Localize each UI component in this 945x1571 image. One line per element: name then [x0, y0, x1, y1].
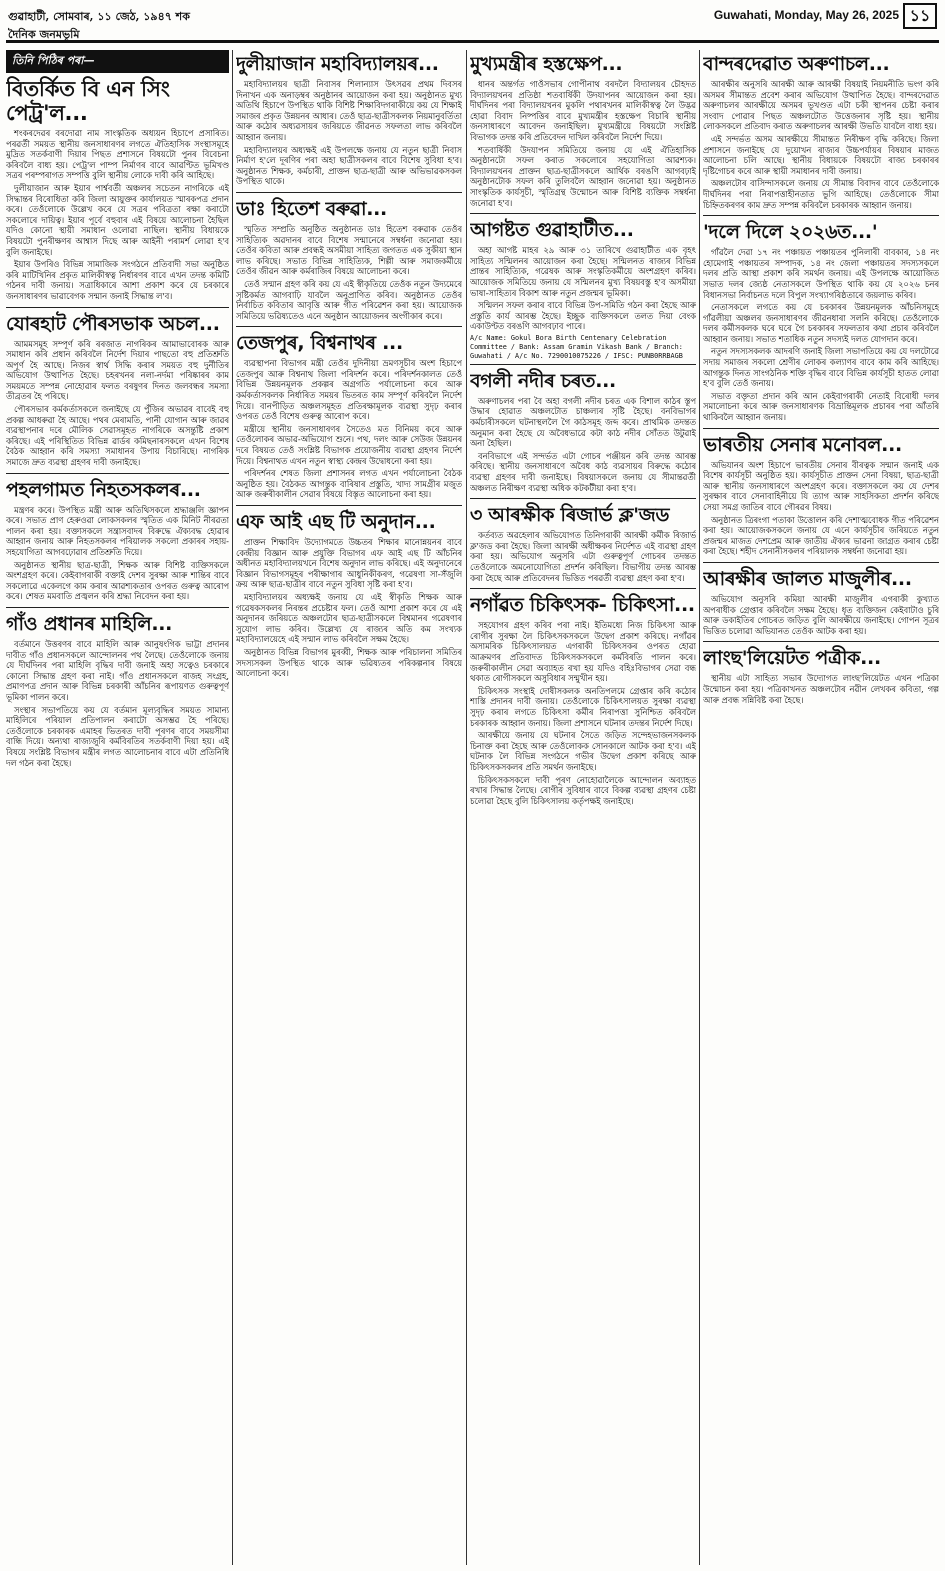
story-body	[470, 79, 696, 208]
story-body	[470, 396, 696, 493]
column-2	[236, 50, 462, 1565]
story-body	[470, 245, 696, 332]
headline: ভাৰতীয় সেনাৰ মনোবল...	[703, 433, 902, 456]
story-body	[703, 247, 939, 423]
paragraph: শংকৰদেৱৰ বৰদোৱা নাম সাংস্কৃতিক অধ্যয়ন হিচাপে প্ৰসাৰিত। পৰৱৰ্তী সময়ত স্থানীয় জনসাধাৰণৰ লগতে ঐতিহাসিক সংস্থাসমূহে মুদ্ৰিত সতৰ্কবাণী দিয়াৰ পিছত প্ৰশাসনে বিষয়টো পুনৰ বিবেচনা কৰিবলৈ বাধ্য হয়। পেট্ৰ'ল পাম্প নিৰ্মাণৰ বাবে আৱণ্টিত ভূমিখণ্ড সত্ৰৰ পৰম্পৰাগত সম্পত্তি বুলি স্থানীয় লোকে দাবী কৰি আহিছে।	[6, 128, 229, 181]
masthead	[0, 0, 945, 48]
story-cm-intervention	[470, 52, 696, 214]
story-indian-army-morale	[703, 433, 939, 563]
paragraph: আৰক্ষীয়ে জনায় যে ঘটনাৰ সৈতে জড়িত সন্দেহভাজনসকলক চিনাক্ত কৰা হৈছে আৰু তেওঁলোকক সোনকালে আটক কৰা হ'ব। এই ঘটনাক লৈ বিভিন্ন সংগঠনে গভীৰ উদ্বেগ প্ৰকাশ কৰিছে আৰু চিকিৎসকসকলৰ প্ৰতি সমৰ্থন জনাইছে।	[470, 730, 696, 772]
paragraph: অভিযোগ অনুসৰি কমিয়া আৰক্ষী মাজুলীৰ এগৰাকী কুখ্যাত অপৰাধীক গ্ৰেপ্তাৰ কৰিবলৈ সক্ষম হৈছে। ধৃত ব্যক্তিজন কেইবাটাও চুৰি আৰু ডকাইতিৰ গোচৰত জড়িত বুলি আৰক্ষীয়ে জনাইছে। গোপন সূত্ৰৰ ভিত্তিত চলোৱা অভিযানত তেওঁক আটক কৰা হয়।	[703, 593, 939, 636]
dateline-english: Guwahati, Monday, May 26, 2025	[713, 8, 899, 22]
story-fist-grant	[236, 510, 462, 684]
paragraph: স্মৃতিত সম্প্ৰতি অনুষ্ঠিত অনুষ্ঠানত ডাঃ হিতেশ বৰুৱাক তেওঁৰ সাহিত্যিক অৱদানৰ বাবে বিশেষ সন্মানেৰে সম্বৰ্ধনা জনোৱা হয়। তেওঁৰ কবিতা আৰু প্ৰবন্ধই অসমীয়া সাহিত্য জগতত এক সুকীয়া স্থান লাভ কৰিছে। সভাত বিভিন্ন সাহিত্যিক, শিল্পী আৰু সমাজকৰ্মীয়ে তেওঁৰ জীৱন আৰু কৰ্মৰাজিৰ বিষয়ে আলোচনা কৰে।	[236, 223, 462, 277]
paragraph: স্থানীয় এটা সাহিত্য সভাৰ উদ্যোগত লাংছ'লিয়েটত এখন পত্ৰিকা উন্মোচন কৰা হয়। পত্ৰিকাখনত অঞ্চলটোৰ নৱীন লেখকৰ কবিতা, গল্প আৰু প্ৰবন্ধ সন্নিবিষ্ট কৰা হৈছে।	[703, 673, 939, 705]
masthead-rule	[6, 40, 939, 43]
story-body	[6, 128, 229, 302]
paragraph: ব্যৱস্থাপনা বিভাগৰ মন্ত্ৰী তেওঁৰ দুদিনীয়া ভ্ৰমণসূচীৰ অংশ হিচাপে তেজপুৰ আৰু বিশ্বনাথ জিলা পৰিদৰ্শন কৰে। পৰিদৰ্শনকালত তেওঁ বিভিন্ন উন্নয়নমূলক প্ৰকল্পৰ অগ্ৰগতি পৰ্যালোচনা কৰে আৰু কৰ্মকৰ্তাসকলক নিৰ্ধাৰিত সময়ৰ ভিতৰত কাম সম্পূৰ্ণ কৰিবলৈ নিৰ্দেশ দিয়ে। বানপীড়িত অঞ্চলসমূহত প্ৰতিৰক্ষামূলক ব্যৱস্থা সুদৃঢ় কৰাৰ ওপৰত তেওঁ বিশেষ গুৰুত্ব আৰোপ কৰে।	[236, 358, 462, 422]
story-dr-hitesh-barua	[236, 197, 462, 327]
column-divider	[699, 50, 700, 1565]
newspaper-name: দৈনিক জনমভূমি	[8, 28, 80, 41]
paragraph: শতবাৰ্ষিকী উদযাপন সমিতিয়ে জনায় যে এই ঐতিহাসিক অনুষ্ঠানটো সফল কৰাত সকলোৰে সহযোগিতা আৱশ্যক। বিদ্যালয়খনৰ প্ৰাক্তন ছাত্ৰ-ছাত্ৰীসকলে আৰ্থিক বৰঙণি আগবঢ়াই অনুষ্ঠানটোক সফল কৰি তুলিবলৈ আহ্বান জনোৱা হয়। অনুষ্ঠানত সাংস্কৃতিক কাৰ্যসূচী, স্মৃতিগ্ৰন্থ উন্মোচন আৰু বিশিষ্ট ব্যক্তিক সম্বৰ্ধনা জনোৱা হ'ব।	[470, 144, 696, 208]
paragraph: বৰ্তমানে উত্তৰণৰ বাবে মাহিলি আৰু আনুষংগিক ভাট্টা প্ৰদানৰ দাবীত গাঁও প্ৰধানসকলে আন্দোলনৰ পথ লৈছে। তেওঁলোকে জনায় যে দীৰ্ঘদিনৰ পৰা মাহিলি বৃদ্ধিৰ দাবী জনাই অহা সত্বেও চৰকাৰে কোনো সিদ্ধান্ত গ্ৰহণ কৰা নাই। গাঁও প্ৰধানসকলে ৰাজহ সংগ্ৰহ, প্ৰমাণপত্ৰ প্ৰদান আৰু বিভিন্ন চৰকাৰী আঁচনিৰ ৰূপায়ণত গুৰুত্বপূৰ্ণ ভূমিকা পালন কৰে।	[6, 638, 229, 702]
headline: মুখ্যমন্ত্ৰীৰ হস্তক্ষেপ...	[470, 53, 623, 75]
paragraph: সন্মিলন সফল কৰাৰ বাবে বিভিন্ন উপ-সমিতি গঠন কৰা হৈছে আৰু প্ৰস্তুতি কাৰ্য আৰম্ভ হৈছে। ইচ্ছুক ব্যক্তিসকলে তলত দিয়া বেংক একাউণ্টত বৰঙণি আগবঢ়াব পাৰে।	[470, 300, 696, 332]
headline: ৩ আৰক্ষীক ৰিজাৰ্ভ ক্ল'জড	[470, 504, 670, 527]
paragraph: চিকিৎসক সংস্থাই দোষীসকলক অনতিপলমে গ্ৰেপ্তাৰ কৰি কঠোৰ শাস্তি প্ৰদানৰ দাবী জনায়। তেওঁলোকে চিকিৎসালয়ত সুৰক্ষা ব্যৱস্থা সুদৃঢ় কৰাৰ লগতে চিকিৎসা কৰ্মীৰ নিৰাপত্তা সুনিশ্চিত কৰিবলৈ চৰকাৰক আহ্বান জনায়। জিলা প্ৰশাসনে ঘটনাৰ তদন্তৰ নিৰ্দেশ দিছে।	[470, 685, 696, 728]
paragraph: ধানৰ অন্তৰ্গত গাওঁসভাৰ গোপীনাথ বৰদলৈ বিদ্যালয়ৰ চৌহদত বিদ্যালয়খনৰ প্ৰতিষ্ঠা শতবাৰ্ষিকী উদযাপনৰ আয়োজন কৰা হয়। দীৰ্ঘদিনৰ পৰা বিদ্যালয়খনৰ মুকলি পথাৰখনৰ মালিকীস্বত্ব লৈ উদ্ভৱ হোৱা বিবাদ নিষ্পত্তিৰ বাবে মুখ্যমন্ত্ৰীৰ হস্তক্ষেপ বিচাৰি স্থানীয় জনসাধাৰণে আবেদন জনাইছিল। মুখ্যমন্ত্ৰীয়ে বিষয়টো সংশ্লিষ্ট বিভাগক তদন্ত কৰি প্ৰতিবেদন দাখিল কৰিবলৈ নিৰ্দেশ দিয়ে।	[470, 79, 696, 142]
headline: যোৰহাট পৌৰসভাক অচল...	[6, 312, 220, 335]
paragraph: গাঁৱলৈ দেৱা ১৭ নং পঞ্চায়ত পঞ্চায়তৰ পুনিলাৰী বাবকাৰ, ১৪ নং হোমেগাই পঞ্চায়তৰ সম্পাদক, ১৪ নং জেলা পঞ্চায়তৰ সদস্যসকলে দলৰ প্ৰতি আস্থা প্ৰকাশ কৰি সমৰ্থন জনায়। এই উপলক্ষে আয়োজিত সভাত দলৰ জ্যেষ্ঠ নেতাসকলে উপস্থিত থাকি কয় যে ২০২৬ চনৰ বিধানসভা নিৰ্বাচনত দলে বিপুল সংখ্যাগৰিষ্ঠতাৰে জয়লাভ কৰিব।	[703, 247, 939, 300]
paragraph: এই সন্দৰ্ভত অসম আৰক্ষীয়ে সীমান্তত নিৰীক্ষণ বৃদ্ধি কৰিছে। জিলা প্ৰশাসনে জনাইছে যে দুয়োখন ৰাজ্যৰ উচ্চপৰ্যায়ৰ বিষয়াৰ মাজত আলোচনা চলি আছে। স্থানীয় বিধায়কে বিষয়টো ৰাজ্য চৰকাৰৰ দৃষ্টিগোচৰ কৰে আৰু স্থায়ী সমাধানৰ দাবী জনায়।	[703, 133, 939, 176]
paragraph: তেওঁ সন্মান গ্ৰহণ কৰি কয় যে এই স্বীকৃতিয়ে তেওঁক নতুন উদ্যমেৰে সৃষ্টিকৰ্মত আগবাঢ়ি যাবলৈ অনুপ্ৰাণিত কৰিব। অনুষ্ঠানত তেওঁৰ নিৰ্বাচিত কবিতাৰ আবৃত্তি আৰু গীত পৰিৱেশন কৰা হয়। আয়োজক সমিতিয়ে ভৱিষ্যতেও এনে অনুষ্ঠান আয়োজনৰ অংগীকাৰ কৰে।	[236, 278, 462, 321]
story-duliajan-college	[236, 52, 462, 193]
story-gaon-pradhan	[6, 612, 229, 773]
story-body	[236, 537, 462, 679]
bank-account-note: A/c Name: Gokul Bora Birth Centenary Celebration Committee / Bank: Assam Gramin Vikash Bank / Branch: Guwahati / A/c No. 7290010075226 / IFSC: PUNB0RRBAGB	[470, 333, 683, 360]
column-divider	[466, 50, 467, 1565]
story-august-guwahati	[470, 218, 696, 365]
headline: গাঁও প্ৰধানৰ মাহিলি...	[6, 612, 173, 635]
paragraph: অৰুণাচলৰ পৰা বৈ অহা বগলী নদীৰ চৰত এক বিশাল কাঠৰ স্তূপ উদ্ধাৰ হোৱাত অঞ্চলটোত চাঞ্চল্যৰ সৃষ্টি হৈছে। বনবিভাগৰ কৰ্মচাৰীসকলে ঘটনাস্থললৈ গৈ কাঠসমূহ জব্দ কৰে। প্ৰাথমিক তদন্তত অনুমান কৰা হৈছে যে অবৈধভাৱে কটা কাঠ নদীৰ সোঁতত উটুৱাই অনা হৈছিল।	[470, 395, 696, 449]
story-jorhat-municipality	[6, 312, 229, 474]
column-4	[703, 50, 939, 1565]
headline: আগষ্টত গুৱাহাটীত...	[470, 219, 634, 242]
paragraph: কৰ্তব্যত অৱহেলাৰ অভিযোগত তিনিগৰাকী আৰক্ষী কৰ্মীক ৰিজাৰ্ভ ক্ল'জড কৰা হৈছে। জিলা আৰক্ষী অধীক্ষকৰ নিৰ্দেশত এই ব্যৱস্থা গ্ৰহণ কৰা হয়। অভিযোগ অনুসৰি এটা গুৰুত্বপূৰ্ণ গোচৰৰ তদন্তত তেওঁলোকে অমনোযোগিতা প্ৰদৰ্শন কৰিছিল। বিভাগীয় তদন্ত আৰম্ভ কৰা হৈছে আৰু প্ৰতিবেদনৰ ভিত্তিত পৰৱৰ্তী ব্যৱস্থা গ্ৰহণ কৰা হ'ব।	[470, 530, 696, 583]
story-nagaon-doctors	[470, 593, 696, 811]
headline: বগলী নদীৰ চৰত...	[470, 369, 616, 392]
headline: ডাঃ হিতেশ বৰুৱা...	[236, 197, 387, 220]
paragraph: মহাবিদ্যালয়ৰ ছাত্ৰী নিবাসৰ শিলান্যাস উৎসৱৰ প্ৰথম দিবসৰ দিনাখন এক অনাড়ম্বৰ অনুষ্ঠানৰ আয়োজন কৰা হয়। অনুষ্ঠানত মুখ্য অতিথি হিচাপে উপস্থিত থাকি বিশিষ্ট শিক্ষাবিদগৰাকীয়ে কয় যে শিক্ষাই সমাজৰ প্ৰকৃত উন্নয়নৰ আধাৰ। তেওঁ ছাত্ৰ-ছাত্ৰীসকলক নিয়মানুবৰ্তিতা আৰু কঠোৰ অধ্যৱসায়ৰ জৰিয়তে জীৱনত সফলতা লাভ কৰিবলৈ আহ্বান জনায়।	[236, 79, 462, 142]
story-body	[236, 224, 462, 321]
story-body	[6, 505, 229, 602]
story-body	[703, 460, 939, 557]
headline: লাংছ'লিয়েটত পত্ৰীক...	[703, 647, 881, 670]
paragraph: অহা আগষ্ট মাহৰ ২৯ আৰু ৩১ তাৰিখে গুৱাহাটীত এক বৃহৎ সাহিত্য সন্মিলনৰ আয়োজন কৰা হৈছে। সন্মিলনত ৰাজ্যৰ বিভিন্ন প্ৰান্তৰ সাহিত্যিক, গৱেষক আৰু সংস্কৃতিকৰ্মীয়ে অংশগ্ৰহণ কৰিব। আয়োজক সমিতিয়ে জনায় যে সন্মিলনৰ মুখ্য বিষয়বস্তু হ'ব অসমীয়া ভাষা-সাহিত্যৰ বিকাশ আৰু নতুন প্ৰজন্মৰ ভূমিকা।	[470, 245, 696, 298]
column-divider	[232, 50, 233, 1565]
paragraph: নতুন সদস্যসকলক আদৰণি জনাই জিলা সভাপতিয়ে কয় যে দলটোৱে সদায় সমাজৰ সকলো শ্ৰেণীৰ লোকৰ কল্যাণৰ বাবে কাম কৰি আহিছে। আগন্তুক দিনত সাংগঠনিক শক্তি বৃদ্ধিৰ বাবে বিভিন্ন কাৰ্যসূচী হাতত লোৱা হ'ব বুলি তেওঁ জনায়।	[703, 346, 939, 389]
story-body	[6, 639, 229, 768]
page-number: ১১	[903, 3, 937, 29]
paragraph: মন্ত্ৰণৰ কৰে। উপস্থিত মন্ত্ৰী আৰু অতিথিসকলে শ্ৰদ্ধাঞ্জলি জ্ঞাপন কৰে। সভাত প্ৰাণ হেৰুওৱা লোকসকলৰ স্মৃতিত এক মিনিট নীৰৱতা পালন কৰা হয়। বক্তাসকলে সন্ত্ৰাসবাদৰ বিৰুদ্ধে ঐক্যবদ্ধ হোৱাৰ আহ্বান জনায় আৰু নিহতসকলৰ পৰিয়ালক সকলো প্ৰকাৰৰ সহায়-সহযোগিতা আগবঢ়োৱাৰ প্ৰতিশ্ৰুতি দিয়ে।	[6, 504, 229, 557]
headline: পহলগামত নিহতসকলৰ...	[6, 478, 201, 501]
section-tag: তিনি পিঠিৰ পৰা—	[6, 50, 229, 73]
paragraph: অনুষ্ঠানত বিভিন্ন বিভাগৰ মুৰব্বী, শিক্ষক আৰু পৰিচালনা সমিতিৰ সদস্যসকল উপস্থিত থাকে আৰু ভৱিষ্যতৰ পৰিকল্পনাৰ বিষয়ে আলোচনা কৰে।	[236, 646, 462, 679]
headline: 'দলে দিলে ২০২৬ত...'	[703, 221, 878, 244]
paragraph: আৰক্ষীৰ অনুসৰি আৰক্ষী আৰু আৰক্ষী বিষয়াই নিয়মনীতি ভংগ কৰি অসমৰ সীমান্তত প্ৰবেশ কৰাৰ অভিযোগ উত্থাপিত হৈছে। বান্দৰদেৱাত অৰুণাচলৰ আৰক্ষীয়ে অসমৰ ভূখণ্ডত এটা চকী স্থাপনৰ চেষ্টা কৰাৰ সংবাদ পোৱাৰ পিছত অঞ্চলটোত উত্তেজনাৰ সৃষ্টি হয়। স্থানীয় লোকসকলে প্ৰতিবাদ কৰাত অৰুণাচলৰ আৰক্ষী উভতি যাবলৈ বাধ্য হয়।	[703, 79, 939, 132]
paragraph: মন্ত্ৰীয়ে স্থানীয় জনসাধাৰণৰ সৈতেও মত বিনিময় কৰে আৰু তেওঁলোকৰ অভাৱ-অভিযোগ শুনে। পথ, দলং আৰু সেউজ উন্নয়নৰ দৰে বিষয়ত তেওঁ সংশ্লিষ্ট বিভাগক প্ৰয়োজনীয় ব্যৱস্থা গ্ৰহণৰ নিৰ্দেশ দিয়ে। বিশ্বনাথত এখন নতুন স্বাস্থ্য কেন্দ্ৰৰ উদ্বোধনো কৰা হয়।	[236, 423, 462, 466]
paragraph: নেতাসকলে লগতে কয় যে চৰকাৰৰ উন্নয়নমূলক আঁচনিসমূহে গাঁৱলীয়া অঞ্চলৰ জনসাধাৰণৰ জীৱনধাৰা সলনি কৰিছে। তেওঁলোকে দলৰ কৰ্মীসকলক ঘৰে ঘৰে গৈ চৰকাৰৰ সফলতাৰ কথা প্ৰচাৰ কৰিবলৈ আহ্বান জনায়। সভাত শতাধিক নতুন সদস্যই দলত যোগদান কৰে।	[703, 302, 939, 344]
paragraph: দুলীয়াজান আৰু ইয়াৰ পাৰ্শ্ববৰ্তী অঞ্চলৰ সচেতন নাগৰিকে এই সিদ্ধান্তৰ বিৰোধিতা কৰি জিলা আয়ুক্তৰ কাৰ্যালয়ত স্মাৰকপত্ৰ প্ৰদান কৰে। তেওঁলোকে উল্লেখ কৰে যে সত্ৰৰ পবিত্ৰতা ৰক্ষা কৰাটো সকলোৰে দায়িত্ব। ইয়াৰ পূৰ্বে বহুবাৰ এই বিষয়ে আলোচনা হৈছিল যদিও কোনো স্থায়ী সমাধান ওলোৱা নাছিল। স্থানীয় বিধায়কে বিষয়টো পুনৰীক্ষণৰ আশ্বাস দিছে আৰু আইনী পৰামৰ্শ লোৱা হ'ব বুলি জনাইছে।	[6, 182, 229, 257]
paragraph: চিকিৎসকসকলে দাবী পূৰণ নোহোৱালৈকে আন্দোলন অব্যাহত ৰখাৰ সিদ্ধান্ত লৈছে। ৰোগীৰ সুবিধাৰ বাবে বিকল্প ব্যৱস্থা গ্ৰহণৰ চেষ্টা চলোৱা হৈছে বুলি চিকিৎসালয় কৰ্তৃপক্ষই জনাইছে।	[470, 774, 696, 806]
column-3	[470, 50, 696, 1565]
headline: দুলীয়াজান মহাবিদ্যালয়ৰ...	[236, 53, 439, 75]
story-body	[236, 79, 462, 187]
story-bogoli-river	[470, 369, 696, 499]
paragraph: সভাত বক্তৃতা প্ৰদান কৰি আন কেইবাগৰাকী নেতাই বিৰোধী দলৰ সমালোচনা কৰে আৰু জনসাধাৰণক বিভ্ৰান্তিমূলক প্ৰচাৰৰ পৰা আঁতৰি থাকিবলৈ আহ্বান জনায়।	[703, 390, 939, 423]
column-1	[6, 50, 229, 1565]
paragraph: ইয়াৰ উপৰিও বিভিন্ন সামাজিক সংগঠনে প্ৰতিবাদী সভা অনুষ্ঠিত কৰি মাটিখিনিৰ প্ৰকৃত মালিকীস্বত্ব নিৰ্ধাৰণৰ বাবে এখন তদন্ত কমিটি গঠনৰ দাবী জনায়। সত্ৰাধিকাৰে আশা প্ৰকাশ কৰে যে চৰকাৰে জনসাধাৰণৰ ভাৱাবেগক সন্মান জনাই সিদ্ধান্ত ল'ব।	[6, 259, 229, 301]
paragraph: পৌৰসভাৰ কৰ্মকৰ্তাসকলে জনাইছে যে পুঁজিৰ অভাৱৰ বাবেই বহু প্ৰকল্প আধৰুৱা হৈ আছে। পথৰ মেৰামতি, পানী যোগান আৰু জাৱৰ ব্যৱস্থাপনাৰ দৰে মৌলিক সেৱাসমূহত নাগৰিকে অসন্তুষ্টি প্ৰকাশ কৰিছে। এই পৰিস্থিতিত বিভিন্ন ৱাৰ্ডৰ কমিছনাৰসকলে এখন বিশেষ বৈঠক আহ্বান কৰি সমস্যা সমাধানৰ উপায় বিচাৰিছে। নাগৰিক সমাজে দ্ৰুত ব্যৱস্থা গ্ৰহণৰ দাবী জনাইছে।	[6, 404, 229, 468]
story-body	[470, 530, 696, 583]
headline: এফ আই এছ টি অনুদান...	[236, 511, 436, 533]
paragraph: সংস্থাৰ সভাপতিয়ে কয় যে বৰ্তমান মূল্যবৃদ্ধিৰ সময়ত সামান্য মাহিলিৰে পৰিয়াল প্ৰতিপালন কৰাটো অসম্ভৱ হৈ পৰিছে। তেওঁলোকে চৰকাৰক এমাহৰ ভিতৰত দাবী পূৰণৰ বাবে সময়সীমা বান্ধি দিয়ে। অন্যথা ৰাজ্যজুৰি কৰ্মবিৰতিৰ সতৰ্কবাণী দিয়া হয়। এই বিষয়ে সংশ্লিষ্ট বিভাগৰ মন্ত্ৰীৰ লগত আলোচনাৰ বাবে এটা প্ৰতিনিধি দল গঠন কৰা হৈছে।	[6, 704, 229, 768]
story-body	[236, 358, 462, 500]
headline: বান্দৰদেৱাত অৰুণাচল...	[703, 53, 890, 75]
paragraph: পৰিদৰ্শনৰ শেষত জিলা প্ৰশাসনৰ লগত এখন পৰ্যালোচনা বৈঠক অনুষ্ঠিত হয়। বৈঠকত আগন্তুক বাৰিষাৰ প্ৰস্তুতি, খাদ্য সামগ্ৰীৰ মজুত আৰু জৰুৰীকালীন সেৱাৰ বিষয়ে বিস্তৃত আলোচনা কৰা হয়।	[236, 468, 462, 500]
headline: বিতৰ্কিত বি এন সিং পেট্ৰ'ল...	[6, 77, 170, 125]
paragraph: মহাবিদ্যালয়ৰ অধ্যক্ষই এই উপলক্ষে জনায় যে নতুন ছাত্ৰী নিবাস নিৰ্মাণ হ'লে দূৰণিৰ পৰা অহা ছাত্ৰীসকলৰ বাবে বিশেষ সুবিধা হ'ব। অনুষ্ঠানত শিক্ষক, কৰ্মচাৰী, প্ৰাক্তন ছাত্ৰ-ছাত্ৰী আৰু অভিভাৱকসকল উপস্থিত থাকে।	[236, 144, 462, 187]
paragraph: অভিযানৰ অংশ হিচাপে ভাৰতীয় সেনাৰ বীৰত্বক সন্মান জনাই এক বিশেষ কাৰ্যসূচী অনুষ্ঠিত হয়। কাৰ্যসূচীত প্ৰাক্তন সেনা বিষয়া, ছাত্ৰ-ছাত্ৰী আৰু স্থানীয় জনসাধাৰণে অংশগ্ৰহণ কৰে। বক্তাসকলে কয় যে দেশৰ সুৰক্ষাৰ বাবে সেনাবাহিনীয়ে যি ত্যাগ আৰু সাহসিকতা প্ৰদৰ্শন কৰিছে সেয়া সমগ্ৰ জাতিৰ বাবে গৌৰৱৰ বিষয়।	[703, 459, 939, 512]
story-police-reserve-closed	[470, 503, 696, 589]
paragraph: আমমসমূহ সম্পূৰ্ণ কৰি ৰৰজাত নাগৰিকৰ আমাভাবোৰক আৰু সমাধান কৰি প্ৰধান কৰিবলৈ নিৰ্দেশ দিয়াৰ পাছতো বহু প্ৰতিশ্ৰুতি অপূৰ্ণ হৈ আছে। নিজৰ স্বাৰ্থ সিদ্ধি কৰাৰ সময়ত বহু দুৰ্নীতিৰ অভিযোগ উত্থাপিত হৈছে। চহৰখনৰ নলা-নৰ্দমা পৰিষ্কাৰৰ কাম সময়মতে সম্পন্ন নোহোৱাৰ ফলত বৰষুণৰ দিনত জলবন্ধৰ সমস্যা তীব্ৰতৰ হৈ পৰিছে।	[6, 338, 229, 402]
paragraph: মহাবিদ্যালয়ৰ অধ্যক্ষই জনায় যে এই স্বীকৃতি শিক্ষক আৰু গৱেষকসকলৰ নিৰন্তৰ প্ৰচেষ্টাৰ ফল। তেওঁ আশা প্ৰকাশ কৰে যে এই অনুদানৰ জৰিয়তে অঞ্চলটোৰ ছাত্ৰ-ছাত্ৰীসকলে বিশ্বমানৰ গৱেষণাৰ সুযোগ লাভ কৰিব। উল্লেখ্য যে ৰাজ্যৰ অতি কম সংখ্যক মহাবিদ্যালয়েহে এই সন্মান লাভ কৰিবলৈ সক্ষম হৈছে।	[236, 591, 462, 645]
story-body	[703, 594, 939, 636]
story-majuli-police	[703, 567, 939, 642]
story-party-2026	[703, 220, 939, 429]
story-bn-singh-petrol	[6, 77, 229, 308]
story-langsoliet-magazine	[703, 646, 939, 710]
headline: তেজপুৰ, বিশ্বনাথৰ ...	[236, 332, 403, 355]
story-bandardewa	[703, 52, 939, 216]
paragraph: প্ৰাক্তন শিক্ষাবিদ উদ্যোগমতে উচ্চতৰ শিক্ষাৰ মানোন্নয়নৰ বাবে কেন্দ্ৰীয় বিজ্ঞান আৰু প্ৰযুক্তি বিভাগৰ এফ আই এছ টি আঁচনিৰ অধীনত মহাবিদ্যালয়খনে বিশেষ অনুদান লাভ কৰিছে। এই অনুদানেৰে বিজ্ঞান বিভাগসমূহৰ পৰীক্ষাগাৰ আধুনিকীকৰণ, গৱেষণা সা-সঁজুলি ক্ৰয় আৰু ছাত্ৰ-ছাত্ৰীৰ বাবে নতুন সুবিধা সৃষ্টি কৰা হ'ব।	[236, 537, 462, 590]
story-body	[703, 79, 939, 210]
dateline-assamese: গুৱাহাটী, সোমবাৰ, ১১ জেঠ, ১৯৪৭ শক	[8, 10, 190, 23]
story-body	[470, 620, 696, 806]
paragraph: অনুষ্ঠানত স্থানীয় ছাত্ৰ-ছাত্ৰী, শিক্ষক আৰু বিশিষ্ট ব্যক্তিসকলে অংশগ্ৰহণ কৰে। কেইবাগৰাকী বক্তাই দেশৰ সুৰক্ষা আৰু শান্তিৰ বাবে সকলোৱে একেলগে কাম কৰাৰ আৱশ্যকতাৰ ওপৰত গুৰুত্ব আৰোপ কৰে। শেষত মমবাতি প্ৰজ্বলন কৰি শ্ৰদ্ধা নিবেদন কৰা হয়।	[6, 559, 229, 602]
paragraph: অঞ্চলটোৰ বাসিন্দাসকলে জনায় যে সীমান্ত বিবাদৰ বাবে তেওঁলোকে দীৰ্ঘদিনৰ পৰা নিৰাপত্তাহীনতাত ভুগি আহিছে। তেওঁলোকে সীমা চিহ্নিতকৰণৰ কাম দ্ৰুত সম্পন্ন কৰিবলৈ চৰকাৰক আহ্বান জনায়।	[703, 178, 939, 210]
paragraph: অনুষ্ঠানত ত্ৰিৰংগা পতাকা উত্তোলন কৰি দেশাত্মবোধক গীত পৰিৱেশন কৰা হয়। আয়োজকসকলে জনায় যে এনে কাৰ্যসূচীৰ জৰিয়তে নতুন প্ৰজন্মৰ মাজত দেশপ্ৰেম আৰু জাতীয় ঐক্যৰ ভাৱনা জাগ্ৰত কৰাৰ চেষ্টা কৰা হৈছে। শহীদ সেনানীসকলৰ পৰিয়ালক সম্বৰ্ধনা জনোৱা হয়।	[703, 514, 939, 557]
paragraph: বনবিভাগে এই সন্দৰ্ভত এটা গোচৰ পঞ্জীয়ন কৰি তদন্ত আৰম্ভ কৰিছে। স্থানীয় জনসাধাৰণে অবৈধ কাঠ ব্যৱসায়ৰ বিৰুদ্ধে কঠোৰ ব্যৱস্থা গ্ৰহণৰ দাবী জনাইছে। বিষয়াসকলে জনায় যে সীমান্তৱৰ্তী অঞ্চলত নিৰীক্ষণ ব্যৱস্থা অধিক কটকটীয়া কৰা হ'ব।	[470, 450, 696, 493]
paragraph: সহযোগৰ গ্ৰহণ কৰিব পৰা নাই। ইতিমধ্যে নিজ চিকিৎসা আৰু ৰোগীৰ সুৰক্ষা লৈ চিকিৎসকসকলে উদ্বেগ প্ৰকাশ কৰিছে। নগাঁৱৰ অসামৰিক চিকিৎসালয়ত এগৰাকী চিকিৎসকৰ ওপৰত হোৱা আক্ৰমণৰ প্ৰতিবাদত চিকিৎসকসকলে কৰ্মবিৰতি পালন কৰে। জৰুৰীকালীন সেৱা অব্যাহত ৰখা হয় যদিও বহিঃবিভাগৰ সেৱা বন্ধ থকাত ৰোগীসকলে অসুবিধাৰ সন্মুখীন হয়।	[470, 620, 696, 684]
headline: আৰক্ষীৰ জালত মাজুলীৰ...	[703, 567, 912, 590]
story-body	[6, 339, 229, 468]
story-pahalgam	[6, 478, 229, 608]
story-tezpur-biswanath	[236, 331, 462, 506]
headline: নগাঁৱত চিকিৎসক- চিকিৎসা...	[470, 594, 695, 617]
story-body	[703, 673, 939, 705]
